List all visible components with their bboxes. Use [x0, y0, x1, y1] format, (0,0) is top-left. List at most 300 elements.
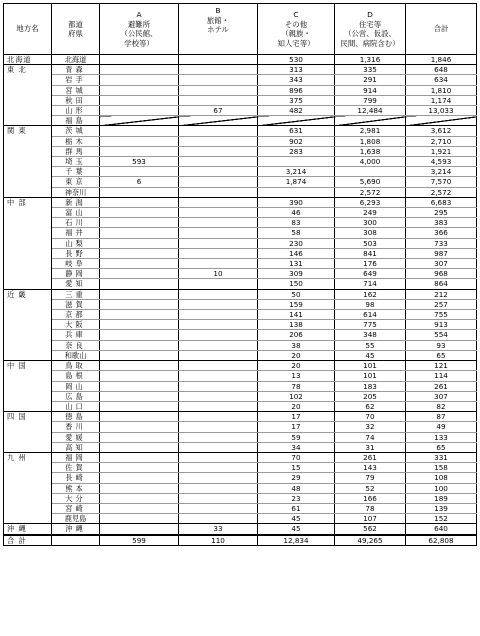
cell-c: 23 — [258, 493, 335, 503]
cell-b — [179, 116, 258, 126]
region-name: 関 東 — [4, 126, 52, 197]
table-row — [4, 422, 477, 432]
cell-b — [179, 65, 258, 75]
prefecture-name: 山口 — [52, 401, 100, 411]
cell-d: 914 — [335, 85, 406, 95]
cell-total: 121 — [406, 361, 477, 371]
cell-c: 70 — [258, 452, 335, 462]
cell-d: 45 — [335, 350, 406, 360]
prefecture-name: 愛媛 — [52, 432, 100, 442]
cell-total: 152 — [406, 514, 477, 524]
cell-c: 375 — [258, 95, 335, 105]
table-row — [4, 503, 477, 513]
cell-a — [100, 279, 179, 289]
table-row — [4, 248, 477, 258]
cell-d: 205 — [335, 391, 406, 401]
cell-total: 100 — [406, 483, 477, 493]
cell-d: 614 — [335, 310, 406, 320]
cell-c: 141 — [258, 310, 335, 320]
cell-b — [179, 248, 258, 258]
cell-d: 261 — [335, 452, 406, 462]
prefecture-name: 栃木 — [52, 136, 100, 146]
cell-total: 864 — [406, 279, 477, 289]
cell-a — [100, 187, 179, 197]
cell-b — [179, 208, 258, 218]
prefecture-name: 秋田 — [52, 95, 100, 105]
cell-b — [179, 412, 258, 422]
cell-total: 257 — [406, 299, 477, 309]
table-row — [4, 269, 477, 279]
totals-d: 49,265 — [335, 535, 406, 546]
cell-total: 82 — [406, 401, 477, 411]
table-row — [4, 126, 477, 136]
prefecture-name: 京都 — [52, 310, 100, 320]
cell-a — [100, 136, 179, 146]
cell-total: 634 — [406, 75, 477, 85]
table-row — [4, 483, 477, 493]
cell-total: 108 — [406, 473, 477, 483]
table-row — [4, 340, 477, 350]
prefecture-name: 兵庫 — [52, 330, 100, 340]
cell-total: 755 — [406, 310, 477, 320]
totals-row — [4, 535, 477, 546]
cell-total: 261 — [406, 381, 477, 391]
cell-b — [179, 75, 258, 85]
cell-b — [179, 514, 258, 524]
cell-d: 2,572 — [335, 187, 406, 197]
prefecture-name: 大阪 — [52, 320, 100, 330]
cell-c: 15 — [258, 463, 335, 473]
cell-b: 67 — [179, 106, 258, 116]
cell-b — [179, 463, 258, 473]
cell-a — [100, 463, 179, 473]
cell-total: 640 — [406, 524, 477, 535]
table-footer — [4, 535, 477, 546]
cell-c: 48 — [258, 483, 335, 493]
cell-d: 2,981 — [335, 126, 406, 136]
cell-a — [100, 289, 179, 299]
cell-d: 5,690 — [335, 177, 406, 187]
cell-total: 2,710 — [406, 136, 477, 146]
cell-c: 530 — [258, 55, 335, 65]
table-row — [4, 473, 477, 483]
cell-total: 3,612 — [406, 126, 477, 136]
table-row — [4, 361, 477, 371]
table-row — [4, 95, 477, 105]
cell-b — [179, 228, 258, 238]
prefecture-name: 高知 — [52, 442, 100, 452]
cell-d: 70 — [335, 412, 406, 422]
cell-total: 1,846 — [406, 55, 477, 65]
cell-d: 31 — [335, 442, 406, 452]
cell-c: 631 — [258, 126, 335, 136]
prefecture-name: 長崎 — [52, 473, 100, 483]
table-header — [4, 4, 477, 55]
table-row — [4, 238, 477, 248]
cell-total: 13,033 — [406, 106, 477, 116]
cell-b — [179, 157, 258, 167]
prefecture-name: 山形 — [52, 106, 100, 116]
cell-b — [179, 55, 258, 65]
cell-d: 348 — [335, 330, 406, 340]
prefecture-name: 岩手 — [52, 75, 100, 85]
cell-total: 139 — [406, 503, 477, 513]
header-total: 合計 — [406, 4, 477, 55]
cell-d — [335, 167, 406, 177]
cell-a — [100, 55, 179, 65]
prefecture-name: 鳥取 — [52, 361, 100, 371]
cell-c: 1,874 — [258, 177, 335, 187]
cell-a — [100, 340, 179, 350]
cell-b — [179, 452, 258, 462]
cell-a — [100, 452, 179, 462]
cell-a — [100, 208, 179, 218]
cell-a — [100, 422, 179, 432]
prefecture-name: 佐賀 — [52, 463, 100, 473]
cell-total: 2,572 — [406, 187, 477, 197]
evacuee-table — [3, 3, 477, 546]
cell-b — [179, 432, 258, 442]
header-col-c: C その他 （親族・ 知人宅等） — [258, 4, 335, 55]
region-name: 北海道 — [4, 55, 52, 65]
table-row — [4, 442, 477, 452]
cell-a — [100, 106, 179, 116]
table-row — [4, 381, 477, 391]
cell-d: 32 — [335, 422, 406, 432]
region-name: 四 国 — [4, 412, 52, 453]
cell-b — [179, 279, 258, 289]
totals-a: 599 — [100, 535, 179, 546]
cell-a — [100, 146, 179, 156]
cell-d: 775 — [335, 320, 406, 330]
cell-total: 212 — [406, 289, 477, 299]
table-body — [4, 55, 477, 535]
cell-a — [100, 248, 179, 258]
prefecture-name: 滋賀 — [52, 299, 100, 309]
header-col-a: A 避難所 （公民館、 学校等） — [100, 4, 179, 55]
cell-c: 38 — [258, 340, 335, 350]
cell-total: 114 — [406, 371, 477, 381]
cell-a — [100, 299, 179, 309]
cell-a — [100, 432, 179, 442]
prefecture-name: 熊本 — [52, 483, 100, 493]
cell-a — [100, 361, 179, 371]
cell-a — [100, 85, 179, 95]
table-row — [4, 85, 477, 95]
cell-total: 331 — [406, 452, 477, 462]
prefecture-name: 福島 — [52, 116, 100, 126]
cell-b — [179, 340, 258, 350]
cell-a — [100, 483, 179, 493]
cell-b — [179, 371, 258, 381]
cell-b — [179, 493, 258, 503]
cell-b — [179, 136, 258, 146]
prefecture-name: 福岡 — [52, 452, 100, 462]
cell-a — [100, 493, 179, 503]
prefecture-name: 徳島 — [52, 412, 100, 422]
table-row — [4, 371, 477, 381]
header-prefecture: 都道 府県 — [52, 4, 100, 55]
cell-a — [100, 126, 179, 136]
cell-total: 733 — [406, 238, 477, 248]
header-col-d: D 住宅等 （公営、仮設、 民間、病院含む） — [335, 4, 406, 55]
cell-a — [100, 401, 179, 411]
cell-d: 52 — [335, 483, 406, 493]
prefecture-name: 北海道 — [52, 55, 100, 65]
cell-c: 896 — [258, 85, 335, 95]
region-name: 中 国 — [4, 361, 52, 412]
cell-a — [100, 310, 179, 320]
prefecture-name: 愛知 — [52, 279, 100, 289]
cell-c: 50 — [258, 289, 335, 299]
cell-a — [100, 259, 179, 269]
cell-b — [179, 167, 258, 177]
cell-total: 1,174 — [406, 95, 477, 105]
cell-total: 7,570 — [406, 177, 477, 187]
cell-a: 593 — [100, 157, 179, 167]
cell-a — [100, 238, 179, 248]
cell-a — [100, 269, 179, 279]
prefecture-name: 宮崎 — [52, 503, 100, 513]
cell-b — [179, 483, 258, 493]
region-name: 中 部 — [4, 197, 52, 289]
prefecture-name: 岡山 — [52, 381, 100, 391]
cell-b — [179, 95, 258, 105]
table-row — [4, 401, 477, 411]
cell-c: 102 — [258, 391, 335, 401]
cell-b — [179, 310, 258, 320]
cell-c: 83 — [258, 218, 335, 228]
cell-d: 78 — [335, 503, 406, 513]
cell-b — [179, 238, 258, 248]
cell-d: 101 — [335, 371, 406, 381]
prefecture-name: 奈良 — [52, 340, 100, 350]
totals-total: 62,808 — [406, 535, 477, 546]
table-row — [4, 106, 477, 116]
cell-d: 841 — [335, 248, 406, 258]
cell-a — [100, 95, 179, 105]
prefecture-name: 東京 — [52, 177, 100, 187]
cell-total: 307 — [406, 391, 477, 401]
cell-b: 10 — [179, 269, 258, 279]
cell-total: 133 — [406, 432, 477, 442]
prefecture-name: 静岡 — [52, 269, 100, 279]
cell-total — [406, 116, 477, 126]
prefecture-name: 沖縄 — [52, 524, 100, 535]
cell-d: 62 — [335, 401, 406, 411]
cell-b — [179, 126, 258, 136]
cell-c: 3,214 — [258, 167, 335, 177]
cell-c: 45 — [258, 514, 335, 524]
cell-a — [100, 167, 179, 177]
prefecture-name: 埼玉 — [52, 157, 100, 167]
prefecture-name: 山梨 — [52, 238, 100, 248]
cell-d: 799 — [335, 95, 406, 105]
region-name: 沖 縄 — [4, 524, 52, 535]
table-row — [4, 177, 477, 187]
cell-c: 159 — [258, 299, 335, 309]
cell-total: 49 — [406, 422, 477, 432]
cell-d: 183 — [335, 381, 406, 391]
cell-a — [100, 524, 179, 535]
cell-c: 20 — [258, 361, 335, 371]
cell-total: 913 — [406, 320, 477, 330]
cell-b — [179, 259, 258, 269]
cell-a — [100, 320, 179, 330]
cell-a — [100, 473, 179, 483]
cell-d: 55 — [335, 340, 406, 350]
cell-total: 383 — [406, 218, 477, 228]
cell-c: 150 — [258, 279, 335, 289]
cell-b — [179, 320, 258, 330]
cell-a — [100, 75, 179, 85]
prefecture-name: 福井 — [52, 228, 100, 238]
cell-d: 300 — [335, 218, 406, 228]
cell-b — [179, 218, 258, 228]
cell-c — [258, 157, 335, 167]
totals-pref-empty — [52, 535, 100, 546]
cell-total: 307 — [406, 259, 477, 269]
cell-b — [179, 146, 258, 156]
cell-d: 12,484 — [335, 106, 406, 116]
table-row — [4, 136, 477, 146]
cell-d: 649 — [335, 269, 406, 279]
cell-total: 65 — [406, 442, 477, 452]
cell-b — [179, 503, 258, 513]
cell-a — [100, 442, 179, 452]
cell-d: 1,808 — [335, 136, 406, 146]
table-row — [4, 452, 477, 462]
cell-total: 295 — [406, 208, 477, 218]
cell-total: 554 — [406, 330, 477, 340]
totals-label: 合 計 — [4, 535, 52, 546]
table-row — [4, 187, 477, 197]
cell-b — [179, 391, 258, 401]
cell-total: 987 — [406, 248, 477, 258]
cell-a — [100, 218, 179, 228]
cell-b — [179, 85, 258, 95]
table-row — [4, 208, 477, 218]
region-name: 九 州 — [4, 452, 52, 523]
table-row — [4, 432, 477, 442]
cell-c: 20 — [258, 350, 335, 360]
table-row — [4, 116, 477, 126]
table-row — [4, 197, 477, 207]
prefecture-name: 富山 — [52, 208, 100, 218]
cell-c: 283 — [258, 146, 335, 156]
cell-b — [179, 299, 258, 309]
prefecture-name: 新潟 — [52, 197, 100, 207]
cell-c: 46 — [258, 208, 335, 218]
cell-d: 291 — [335, 75, 406, 85]
prefecture-name: 三重 — [52, 289, 100, 299]
cell-c: 34 — [258, 442, 335, 452]
prefecture-name: 岐阜 — [52, 259, 100, 269]
prefecture-name: 石川 — [52, 218, 100, 228]
cell-b — [179, 330, 258, 340]
cell-d: 162 — [335, 289, 406, 299]
table-row — [4, 218, 477, 228]
cell-c: 20 — [258, 401, 335, 411]
table-row — [4, 157, 477, 167]
cell-b — [179, 177, 258, 187]
cell-b — [179, 197, 258, 207]
prefecture-name: 大分 — [52, 493, 100, 503]
cell-a — [100, 381, 179, 391]
cell-d: 562 — [335, 524, 406, 535]
cell-c: 59 — [258, 432, 335, 442]
cell-c: 45 — [258, 524, 335, 535]
cell-c — [258, 116, 335, 126]
cell-c: 230 — [258, 238, 335, 248]
header-region: 地方名 — [4, 4, 52, 55]
cell-d: 101 — [335, 361, 406, 371]
cell-total: 93 — [406, 340, 477, 350]
cell-c: 482 — [258, 106, 335, 116]
prefecture-name: 宮城 — [52, 85, 100, 95]
cell-c: 390 — [258, 197, 335, 207]
cell-c: 13 — [258, 371, 335, 381]
cell-d: 176 — [335, 259, 406, 269]
cell-c: 58 — [258, 228, 335, 238]
cell-a — [100, 514, 179, 524]
cell-total: 4,593 — [406, 157, 477, 167]
cell-b — [179, 289, 258, 299]
region-name: 東 北 — [4, 65, 52, 126]
cell-total: 6,683 — [406, 197, 477, 207]
table-row — [4, 391, 477, 401]
evacuee-table-container — [3, 3, 476, 546]
cell-b — [179, 187, 258, 197]
cell-total: 366 — [406, 228, 477, 238]
cell-c: 61 — [258, 503, 335, 513]
cell-total: 65 — [406, 350, 477, 360]
cell-c: 902 — [258, 136, 335, 146]
cell-d: 1,316 — [335, 55, 406, 65]
table-row — [4, 259, 477, 269]
table-row — [4, 167, 477, 177]
cell-a — [100, 371, 179, 381]
table-row — [4, 299, 477, 309]
cell-c: 146 — [258, 248, 335, 258]
cell-d: 166 — [335, 493, 406, 503]
cell-total: 158 — [406, 463, 477, 473]
region-name: 近 畿 — [4, 289, 52, 360]
cell-a — [100, 116, 179, 126]
cell-d: 1,638 — [335, 146, 406, 156]
cell-a — [100, 412, 179, 422]
table-row — [4, 289, 477, 299]
cell-a — [100, 350, 179, 360]
table-row — [4, 146, 477, 156]
totals-c: 12,834 — [258, 535, 335, 546]
cell-a — [100, 65, 179, 75]
table-row — [4, 75, 477, 85]
table-row — [4, 493, 477, 503]
table-row — [4, 279, 477, 289]
totals-b: 110 — [179, 535, 258, 546]
table-row — [4, 514, 477, 524]
prefecture-name: 鹿児島 — [52, 514, 100, 524]
cell-d: 335 — [335, 65, 406, 75]
cell-total: 1,810 — [406, 85, 477, 95]
table-row — [4, 463, 477, 473]
cell-d: 249 — [335, 208, 406, 218]
cell-b — [179, 381, 258, 391]
table-row — [4, 412, 477, 422]
cell-c: 313 — [258, 65, 335, 75]
cell-c: 309 — [258, 269, 335, 279]
